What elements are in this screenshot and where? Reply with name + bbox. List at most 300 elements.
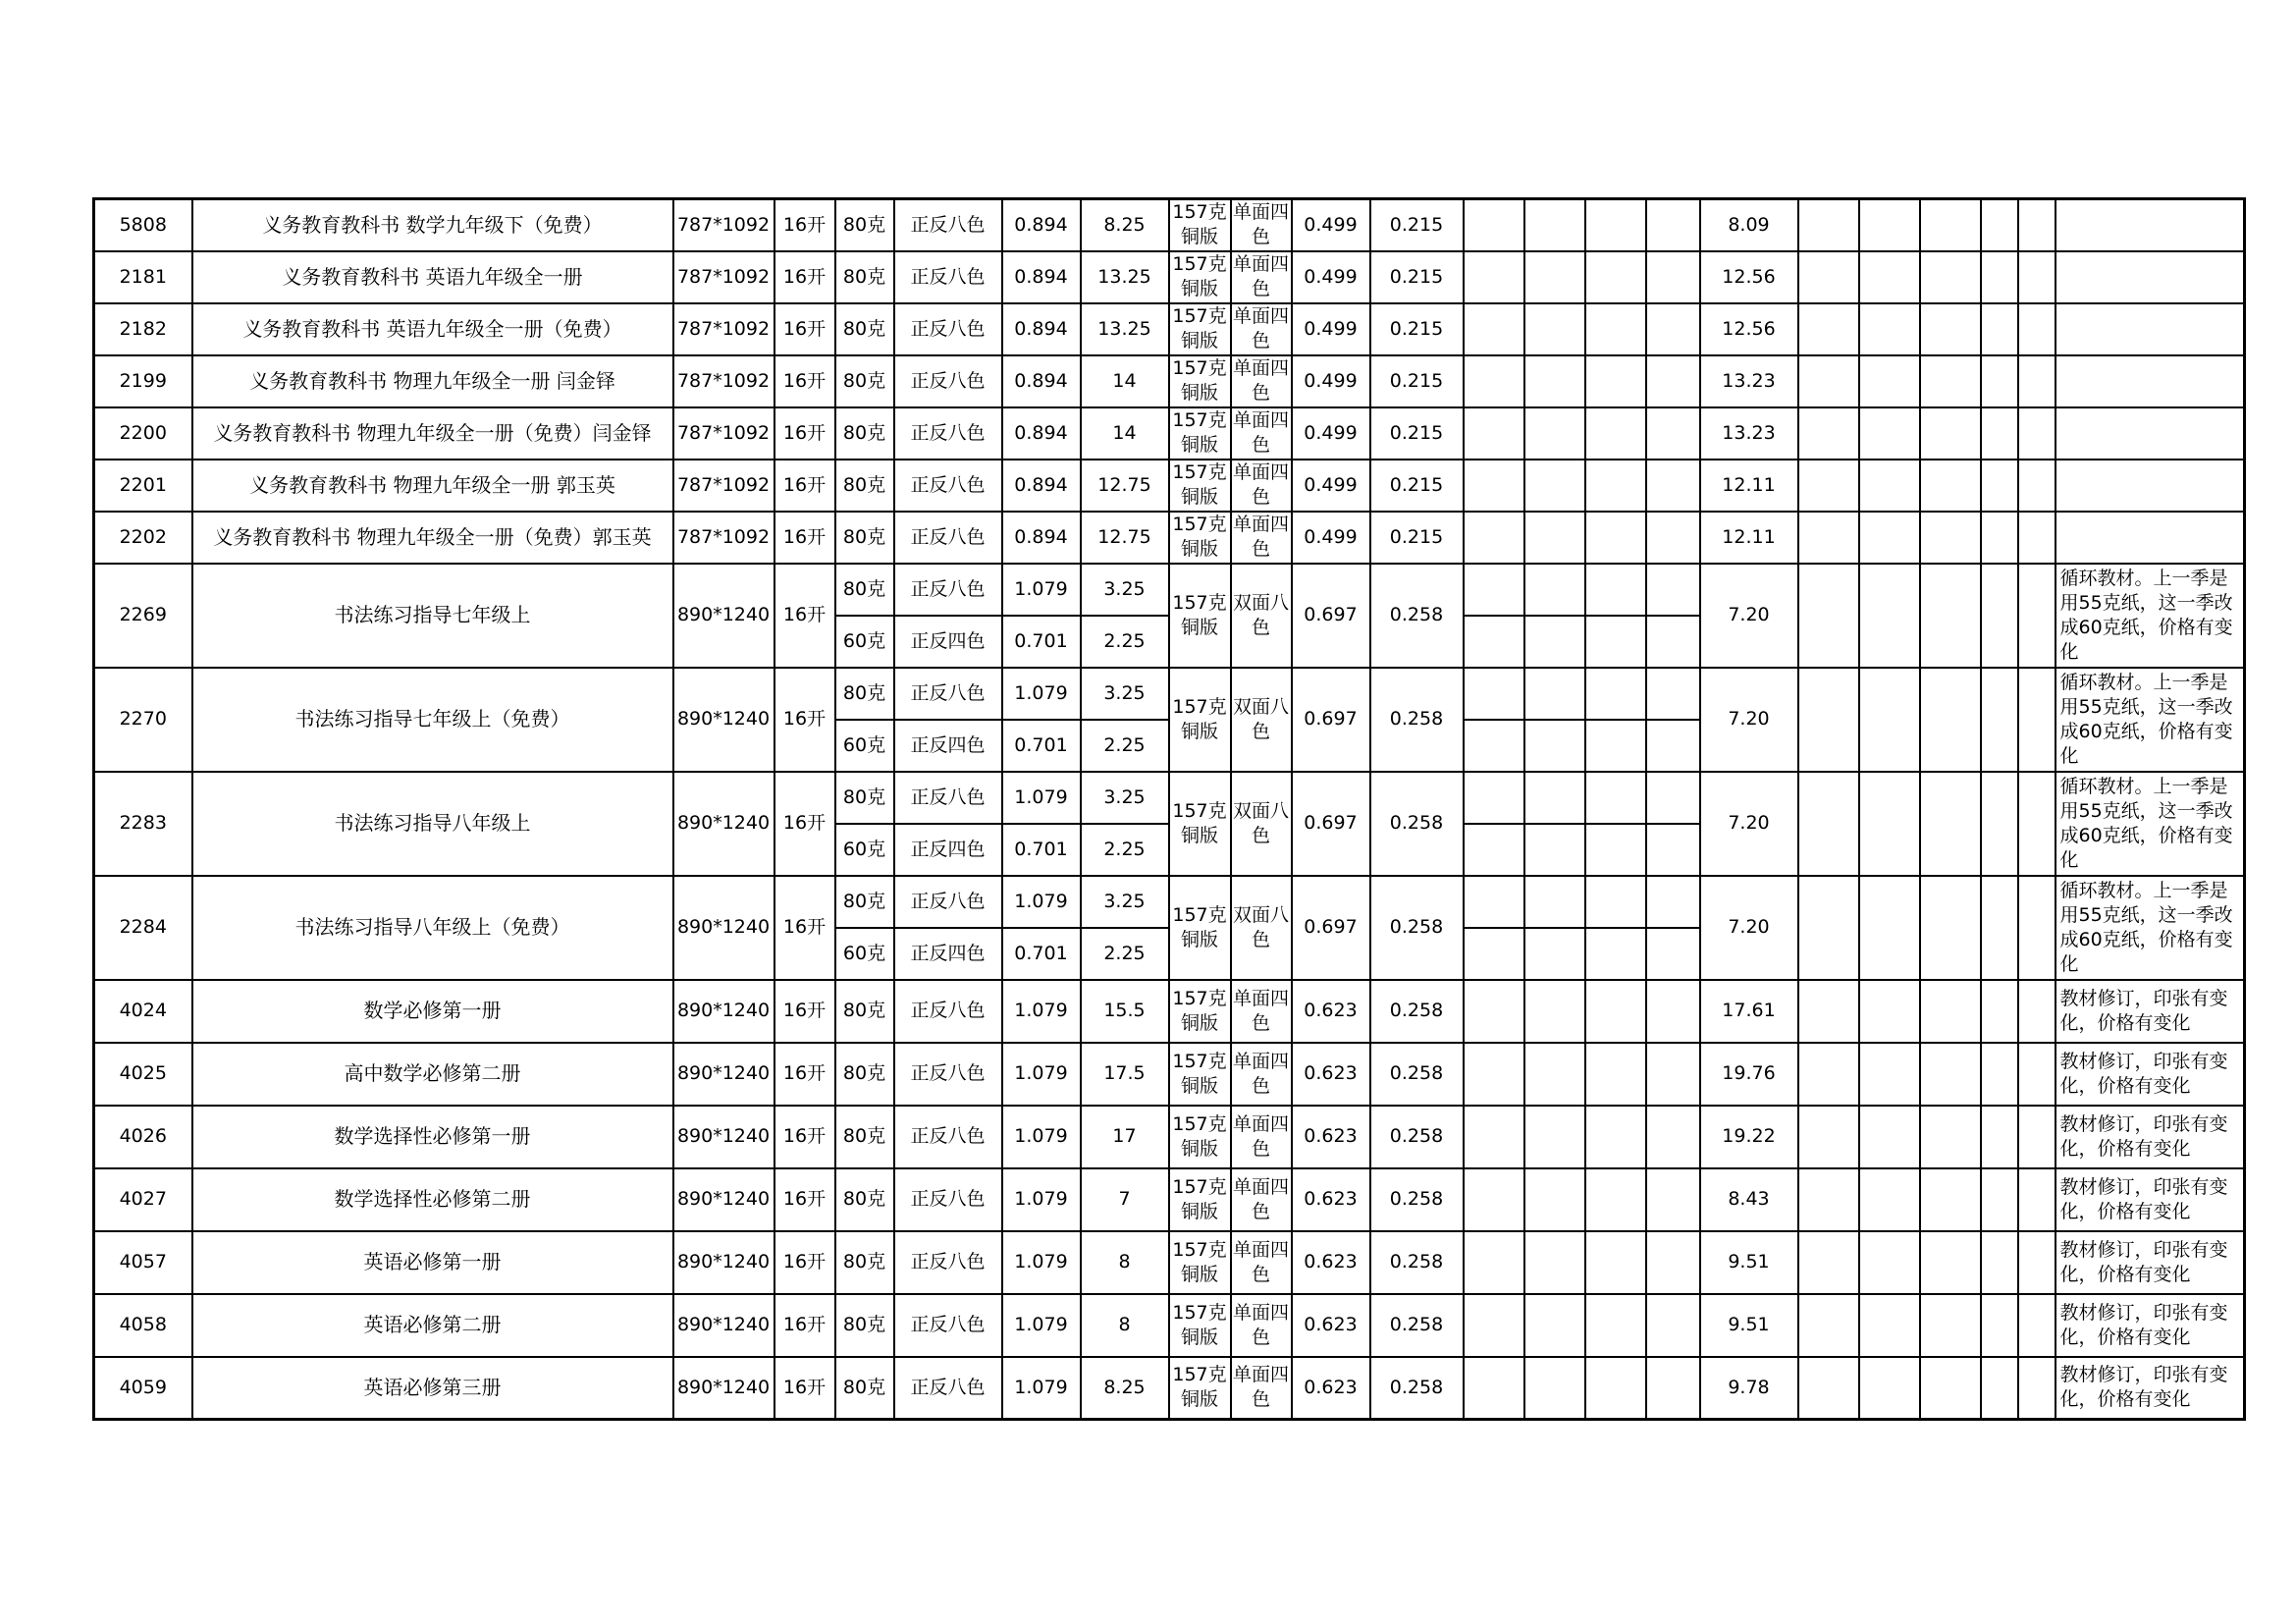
empty-cell xyxy=(1646,1106,1700,1168)
empty-cell xyxy=(1524,199,1585,251)
format-cell: 787*1092 xyxy=(673,303,774,355)
empty-cell xyxy=(1464,876,1524,928)
sheets-cell: 14 xyxy=(1081,407,1169,460)
empty-cell xyxy=(2018,1106,2056,1168)
empty-cell xyxy=(1646,928,1700,980)
empty-cell xyxy=(1646,199,1700,251)
table-row xyxy=(94,251,2245,303)
sheets-cell: 12.75 xyxy=(1081,512,1169,564)
cover-print-cell: 单面四色 xyxy=(1231,1231,1292,1294)
cover-paper-cell: 157克铜版 xyxy=(1169,460,1231,512)
paper-gram-cell: 80克 xyxy=(835,1357,894,1420)
empty-cell xyxy=(1798,1231,1859,1294)
empty-cell xyxy=(1585,1168,1646,1231)
sheets-cell: 14 xyxy=(1081,355,1169,407)
sheets-cell: 8.25 xyxy=(1081,1357,1169,1420)
empty-cell xyxy=(1920,1043,1981,1106)
empty-cell xyxy=(1981,1168,2018,1231)
kai-cell: 16开 xyxy=(774,199,835,251)
empty-cell xyxy=(1981,303,2018,355)
coefficient-cell: 1.079 xyxy=(1002,564,1081,616)
cover-price-cell: 0.215 xyxy=(1370,407,1464,460)
coefficient-cell: 0.701 xyxy=(1002,928,1081,980)
coefficient-cell: 0.701 xyxy=(1002,616,1081,668)
empty-cell xyxy=(1464,512,1524,564)
empty-cell xyxy=(2018,668,2056,772)
empty-cell xyxy=(1524,772,1585,824)
empty-cell xyxy=(1798,772,1859,876)
empty-cell xyxy=(1524,1106,1585,1168)
paper-gram-cell: 80克 xyxy=(835,668,894,720)
empty-cell xyxy=(1464,1043,1524,1106)
empty-cell xyxy=(1798,1106,1859,1168)
empty-cell xyxy=(1798,199,1859,251)
print-color-cell: 正反八色 xyxy=(894,199,1002,251)
cover-print-cell: 双面八色 xyxy=(1231,772,1292,876)
book-code-cell: 2199 xyxy=(94,355,192,407)
empty-cell xyxy=(1798,407,1859,460)
book-title-cell: 义务教育教科书 物理九年级全一册（免费）闫金铎 xyxy=(192,407,673,460)
cover-coef-cell: 0.697 xyxy=(1292,668,1370,772)
unit-price-cell: 7.20 xyxy=(1700,772,1798,876)
cover-coef-cell: 0.499 xyxy=(1292,303,1370,355)
empty-cell xyxy=(1920,407,1981,460)
format-cell: 890*1240 xyxy=(673,1357,774,1420)
book-title-cell: 书法练习指导七年级上（免费） xyxy=(192,668,673,772)
coefficient-cell: 1.079 xyxy=(1002,876,1081,928)
print-color-cell: 正反八色 xyxy=(894,1106,1002,1168)
book-code-cell: 2202 xyxy=(94,512,192,564)
coefficient-cell: 0.701 xyxy=(1002,720,1081,772)
empty-cell xyxy=(1798,1294,1859,1357)
empty-cell xyxy=(1585,1231,1646,1294)
book-title-cell: 数学必修第一册 xyxy=(192,980,673,1043)
book-title-cell: 义务教育教科书 物理九年级全一册（免费）郭玉英 xyxy=(192,512,673,564)
empty-cell xyxy=(2018,355,2056,407)
sheets-cell: 2.25 xyxy=(1081,616,1169,668)
cover-price-cell: 0.215 xyxy=(1370,460,1464,512)
sheets-cell: 8 xyxy=(1081,1294,1169,1357)
empty-cell xyxy=(1464,199,1524,251)
kai-cell: 16开 xyxy=(774,512,835,564)
coefficient-cell: 0.894 xyxy=(1002,407,1081,460)
empty-cell xyxy=(1585,512,1646,564)
cover-price-cell: 0.258 xyxy=(1370,1106,1464,1168)
remark-cell: 教材修订，印张有变化，价格有变化 xyxy=(2056,1168,2245,1231)
unit-price-cell: 7.20 xyxy=(1700,668,1798,772)
coefficient-cell: 1.079 xyxy=(1002,1043,1081,1106)
empty-cell xyxy=(1585,564,1646,616)
cover-paper-cell: 157克铜版 xyxy=(1169,355,1231,407)
kai-cell: 16开 xyxy=(774,1168,835,1231)
empty-cell xyxy=(1585,1357,1646,1420)
table-row xyxy=(94,772,2245,824)
empty-cell xyxy=(1646,407,1700,460)
table-row xyxy=(94,564,2245,616)
empty-cell xyxy=(1981,1231,2018,1294)
empty-cell xyxy=(1585,303,1646,355)
remark-cell: 循环教材。上一季是用55克纸，这一季改成60克纸，价格有变化 xyxy=(2056,772,2245,876)
empty-cell xyxy=(1585,1106,1646,1168)
print-color-cell: 正反八色 xyxy=(894,876,1002,928)
price-table xyxy=(92,197,2246,1421)
remark-cell: 教材修订，印张有变化，价格有变化 xyxy=(2056,1294,2245,1357)
empty-cell xyxy=(1981,564,2018,668)
sheets-cell: 2.25 xyxy=(1081,720,1169,772)
empty-cell xyxy=(1859,1043,1920,1106)
empty-cell xyxy=(1798,1043,1859,1106)
empty-cell xyxy=(1464,460,1524,512)
empty-cell xyxy=(1524,928,1585,980)
empty-cell xyxy=(1464,824,1524,876)
empty-cell xyxy=(1859,1168,1920,1231)
empty-cell xyxy=(1859,1106,1920,1168)
empty-cell xyxy=(1585,876,1646,928)
cover-coef-cell: 0.499 xyxy=(1292,512,1370,564)
format-cell: 890*1240 xyxy=(673,564,774,668)
empty-cell xyxy=(1920,772,1981,876)
empty-cell xyxy=(1920,668,1981,772)
empty-cell xyxy=(1646,980,1700,1043)
format-cell: 787*1092 xyxy=(673,407,774,460)
coefficient-cell: 0.894 xyxy=(1002,251,1081,303)
empty-cell xyxy=(2018,303,2056,355)
empty-cell xyxy=(1798,512,1859,564)
empty-cell xyxy=(1646,668,1700,720)
coefficient-cell: 0.894 xyxy=(1002,460,1081,512)
empty-cell xyxy=(1524,460,1585,512)
cover-price-cell: 0.215 xyxy=(1370,355,1464,407)
empty-cell xyxy=(1585,1294,1646,1357)
empty-cell xyxy=(1798,355,1859,407)
empty-cell xyxy=(1464,1231,1524,1294)
book-title-cell: 书法练习指导八年级上 xyxy=(192,772,673,876)
table-row xyxy=(94,980,2245,1043)
empty-cell xyxy=(1585,199,1646,251)
empty-cell xyxy=(2018,407,2056,460)
empty-cell xyxy=(1920,1357,1981,1420)
print-color-cell: 正反八色 xyxy=(894,251,1002,303)
paper-gram-cell: 80克 xyxy=(835,355,894,407)
unit-price-cell: 13.23 xyxy=(1700,407,1798,460)
sheets-cell: 17.5 xyxy=(1081,1043,1169,1106)
book-title-cell: 义务教育教科书 物理九年级全一册 闫金铎 xyxy=(192,355,673,407)
kai-cell: 16开 xyxy=(774,876,835,980)
cover-paper-cell: 157克铜版 xyxy=(1169,1231,1231,1294)
cover-coef-cell: 0.623 xyxy=(1292,1357,1370,1420)
cover-price-cell: 0.215 xyxy=(1370,303,1464,355)
empty-cell xyxy=(2018,1168,2056,1231)
unit-price-cell: 13.23 xyxy=(1700,355,1798,407)
empty-cell xyxy=(1920,1294,1981,1357)
table-row xyxy=(94,512,2245,564)
print-color-cell: 正反八色 xyxy=(894,1294,1002,1357)
empty-cell xyxy=(1981,980,2018,1043)
empty-cell xyxy=(1464,1168,1524,1231)
empty-cell xyxy=(2018,1043,2056,1106)
empty-cell xyxy=(1524,876,1585,928)
kai-cell: 16开 xyxy=(774,980,835,1043)
paper-gram-cell: 60克 xyxy=(835,616,894,668)
print-color-cell: 正反四色 xyxy=(894,616,1002,668)
table-row xyxy=(94,460,2245,512)
paper-gram-cell: 60克 xyxy=(835,824,894,876)
empty-cell xyxy=(1981,1106,2018,1168)
coefficient-cell: 0.894 xyxy=(1002,303,1081,355)
cover-coef-cell: 0.499 xyxy=(1292,251,1370,303)
kai-cell: 16开 xyxy=(774,1294,835,1357)
book-code-cell: 4058 xyxy=(94,1294,192,1357)
cover-price-cell: 0.258 xyxy=(1370,1231,1464,1294)
table-row xyxy=(94,1043,2245,1106)
remark-cell xyxy=(2056,199,2245,251)
empty-cell xyxy=(1464,1357,1524,1420)
paper-gram-cell: 80克 xyxy=(835,251,894,303)
cover-coef-cell: 0.623 xyxy=(1292,1231,1370,1294)
empty-cell xyxy=(2018,1357,2056,1420)
cover-coef-cell: 0.623 xyxy=(1292,1106,1370,1168)
empty-cell xyxy=(2018,564,2056,668)
sheets-cell: 15.5 xyxy=(1081,980,1169,1043)
coefficient-cell: 1.079 xyxy=(1002,772,1081,824)
empty-cell xyxy=(1798,1357,1859,1420)
book-code-cell: 4027 xyxy=(94,1168,192,1231)
empty-cell xyxy=(1981,251,2018,303)
empty-cell xyxy=(1859,1294,1920,1357)
table-row xyxy=(94,1231,2245,1294)
cover-price-cell: 0.215 xyxy=(1370,251,1464,303)
empty-cell xyxy=(1464,720,1524,772)
book-code-cell: 2269 xyxy=(94,564,192,668)
empty-cell xyxy=(1646,564,1700,616)
remark-cell: 教材修订，印张有变化，价格有变化 xyxy=(2056,1043,2245,1106)
cover-price-cell: 0.258 xyxy=(1370,876,1464,980)
empty-cell xyxy=(2018,460,2056,512)
table-row xyxy=(94,355,2245,407)
paper-gram-cell: 80克 xyxy=(835,460,894,512)
empty-cell xyxy=(1646,1043,1700,1106)
empty-cell xyxy=(1524,980,1585,1043)
empty-cell xyxy=(1524,668,1585,720)
empty-cell xyxy=(1585,355,1646,407)
cover-print-cell: 单面四色 xyxy=(1231,303,1292,355)
cover-print-cell: 单面四色 xyxy=(1231,1357,1292,1420)
empty-cell xyxy=(1981,460,2018,512)
cover-coef-cell: 0.499 xyxy=(1292,407,1370,460)
empty-cell xyxy=(1920,355,1981,407)
empty-cell xyxy=(1524,564,1585,616)
remark-cell: 教材修订，印张有变化，价格有变化 xyxy=(2056,1357,2245,1420)
remark-cell xyxy=(2056,460,2245,512)
book-title-cell: 英语必修第三册 xyxy=(192,1357,673,1420)
sheets-cell: 8 xyxy=(1081,1231,1169,1294)
book-code-cell: 4057 xyxy=(94,1231,192,1294)
cover-print-cell: 单面四色 xyxy=(1231,251,1292,303)
empty-cell xyxy=(2018,199,2056,251)
print-color-cell: 正反八色 xyxy=(894,407,1002,460)
cover-paper-cell: 157克铜版 xyxy=(1169,564,1231,668)
book-title-cell: 英语必修第一册 xyxy=(192,1231,673,1294)
empty-cell xyxy=(1981,772,2018,876)
empty-cell xyxy=(1920,251,1981,303)
paper-gram-cell: 80克 xyxy=(835,772,894,824)
cover-paper-cell: 157克铜版 xyxy=(1169,1357,1231,1420)
empty-cell xyxy=(1524,1231,1585,1294)
cover-print-cell: 双面八色 xyxy=(1231,876,1292,980)
empty-cell xyxy=(2018,1231,2056,1294)
empty-cell xyxy=(1981,1357,2018,1420)
book-title-cell: 数学选择性必修第二册 xyxy=(192,1168,673,1231)
cover-price-cell: 0.258 xyxy=(1370,668,1464,772)
empty-cell xyxy=(1798,1168,1859,1231)
empty-cell xyxy=(1524,824,1585,876)
unit-price-cell: 12.56 xyxy=(1700,303,1798,355)
format-cell: 787*1092 xyxy=(673,199,774,251)
cover-print-cell: 单面四色 xyxy=(1231,407,1292,460)
empty-cell xyxy=(1981,1294,2018,1357)
cover-coef-cell: 0.697 xyxy=(1292,564,1370,668)
sheets-cell: 3.25 xyxy=(1081,668,1169,720)
empty-cell xyxy=(1585,1043,1646,1106)
coefficient-cell: 1.079 xyxy=(1002,1357,1081,1420)
empty-cell xyxy=(1524,355,1585,407)
remark-cell xyxy=(2056,512,2245,564)
paper-gram-cell: 80克 xyxy=(835,1294,894,1357)
cover-coef-cell: 0.623 xyxy=(1292,980,1370,1043)
sheets-cell: 17 xyxy=(1081,1106,1169,1168)
empty-cell xyxy=(1981,407,2018,460)
empty-cell xyxy=(1464,1294,1524,1357)
paper-gram-cell: 80克 xyxy=(835,407,894,460)
empty-cell xyxy=(2018,1294,2056,1357)
print-color-cell: 正反八色 xyxy=(894,1168,1002,1231)
cover-print-cell: 单面四色 xyxy=(1231,1043,1292,1106)
print-color-cell: 正反八色 xyxy=(894,512,1002,564)
sheets-cell: 2.25 xyxy=(1081,928,1169,980)
cover-paper-cell: 157克铜版 xyxy=(1169,1168,1231,1231)
empty-cell xyxy=(1859,251,1920,303)
empty-cell xyxy=(1646,1168,1700,1231)
format-cell: 890*1240 xyxy=(673,1043,774,1106)
cover-price-cell: 0.215 xyxy=(1370,512,1464,564)
unit-price-cell: 19.76 xyxy=(1700,1043,1798,1106)
sheets-cell: 7 xyxy=(1081,1168,1169,1231)
unit-price-cell: 12.56 xyxy=(1700,251,1798,303)
empty-cell xyxy=(1981,668,2018,772)
cover-paper-cell: 157克铜版 xyxy=(1169,1294,1231,1357)
cover-print-cell: 单面四色 xyxy=(1231,512,1292,564)
empty-cell xyxy=(1981,355,2018,407)
table-row xyxy=(94,876,2245,928)
paper-gram-cell: 80克 xyxy=(835,1168,894,1231)
cover-print-cell: 单面四色 xyxy=(1231,980,1292,1043)
table-row xyxy=(94,1168,2245,1231)
coefficient-cell: 1.079 xyxy=(1002,1168,1081,1231)
book-code-cell: 2200 xyxy=(94,407,192,460)
cover-coef-cell: 0.499 xyxy=(1292,460,1370,512)
cover-price-cell: 0.258 xyxy=(1370,564,1464,668)
unit-price-cell: 7.20 xyxy=(1700,876,1798,980)
paper-gram-cell: 80克 xyxy=(835,876,894,928)
empty-cell xyxy=(1798,460,1859,512)
cover-price-cell: 0.258 xyxy=(1370,1357,1464,1420)
empty-cell xyxy=(1920,199,1981,251)
sheets-cell: 3.25 xyxy=(1081,772,1169,824)
empty-cell xyxy=(1920,980,1981,1043)
unit-price-cell: 8.43 xyxy=(1700,1168,1798,1231)
unit-price-cell: 7.20 xyxy=(1700,564,1798,668)
print-color-cell: 正反八色 xyxy=(894,1357,1002,1420)
empty-cell xyxy=(1524,1357,1585,1420)
unit-price-cell: 12.11 xyxy=(1700,512,1798,564)
cover-price-cell: 0.258 xyxy=(1370,772,1464,876)
empty-cell xyxy=(1859,355,1920,407)
empty-cell xyxy=(1859,1357,1920,1420)
kai-cell: 16开 xyxy=(774,251,835,303)
print-color-cell: 正反八色 xyxy=(894,564,1002,616)
empty-cell xyxy=(1585,980,1646,1043)
cover-print-cell: 单面四色 xyxy=(1231,199,1292,251)
empty-cell xyxy=(1464,564,1524,616)
empty-cell xyxy=(1859,512,1920,564)
print-color-cell: 正反八色 xyxy=(894,772,1002,824)
book-code-cell: 5808 xyxy=(94,199,192,251)
book-title-cell: 义务教育教科书 物理九年级全一册 郭玉英 xyxy=(192,460,673,512)
table-row xyxy=(94,303,2245,355)
empty-cell xyxy=(1585,772,1646,824)
empty-cell xyxy=(1585,720,1646,772)
empty-cell xyxy=(1464,407,1524,460)
print-color-cell: 正反四色 xyxy=(894,928,1002,980)
cover-coef-cell: 0.499 xyxy=(1292,355,1370,407)
cover-paper-cell: 157克铜版 xyxy=(1169,668,1231,772)
empty-cell xyxy=(2018,512,2056,564)
cover-paper-cell: 157克铜版 xyxy=(1169,512,1231,564)
sheets-cell: 8.25 xyxy=(1081,199,1169,251)
cover-paper-cell: 157克铜版 xyxy=(1169,1106,1231,1168)
cover-price-cell: 0.258 xyxy=(1370,980,1464,1043)
sheets-cell: 3.25 xyxy=(1081,876,1169,928)
cover-coef-cell: 0.623 xyxy=(1292,1168,1370,1231)
cover-price-cell: 0.258 xyxy=(1370,1043,1464,1106)
format-cell: 787*1092 xyxy=(673,460,774,512)
coefficient-cell: 1.079 xyxy=(1002,668,1081,720)
cover-paper-cell: 157克铜版 xyxy=(1169,1043,1231,1106)
remark-cell: 教材修订，印张有变化，价格有变化 xyxy=(2056,1106,2245,1168)
empty-cell xyxy=(1464,928,1524,980)
sheets-cell: 13.25 xyxy=(1081,251,1169,303)
remark-cell: 循环教材。上一季是用55克纸，这一季改成60克纸，价格有变化 xyxy=(2056,668,2245,772)
book-title-cell: 义务教育教科书 数学九年级下（免费） xyxy=(192,199,673,251)
format-cell: 890*1240 xyxy=(673,876,774,980)
print-color-cell: 正反八色 xyxy=(894,668,1002,720)
book-code-cell: 2284 xyxy=(94,876,192,980)
empty-cell xyxy=(1798,980,1859,1043)
empty-cell xyxy=(1464,251,1524,303)
empty-cell xyxy=(2018,980,2056,1043)
empty-cell xyxy=(1464,1106,1524,1168)
remark-cell: 教材修订，印张有变化，价格有变化 xyxy=(2056,1231,2245,1294)
empty-cell xyxy=(1798,876,1859,980)
book-code-cell: 2270 xyxy=(94,668,192,772)
cover-paper-cell: 157克铜版 xyxy=(1169,303,1231,355)
unit-price-cell: 17.61 xyxy=(1700,980,1798,1043)
cover-print-cell: 单面四色 xyxy=(1231,1168,1292,1231)
cover-coef-cell: 0.499 xyxy=(1292,199,1370,251)
empty-cell xyxy=(1798,303,1859,355)
sheets-cell: 2.25 xyxy=(1081,824,1169,876)
sheets-cell: 3.25 xyxy=(1081,564,1169,616)
